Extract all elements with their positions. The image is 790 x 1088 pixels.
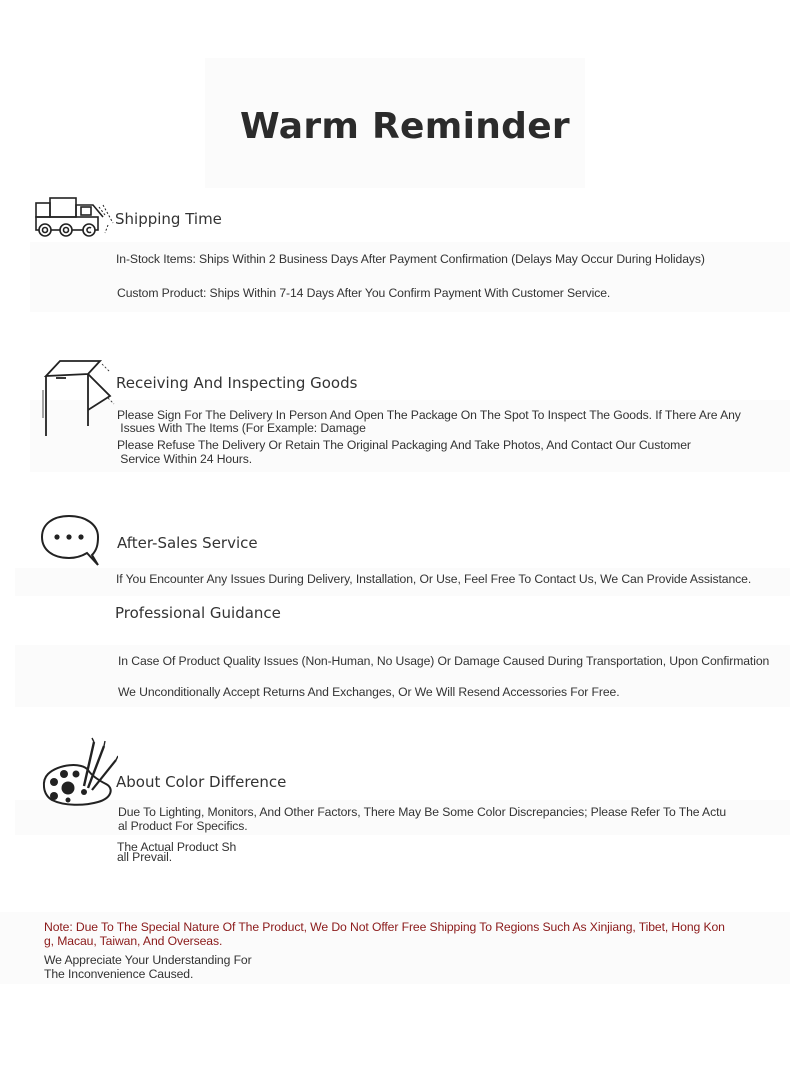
color-line: al Product For Specifics. — [118, 819, 248, 833]
package-box-icon — [40, 358, 115, 440]
paint-palette-icon — [40, 736, 118, 808]
section-heading-receiving: Receiving And Inspecting Goods — [116, 374, 358, 392]
after-sales-line: If You Encounter Any Issues During Delivery, Installation, Or Use, Feel Free To Contact Us, We Can Provide Assistance. — [116, 572, 752, 586]
shipping-exclusion-note: Note: Due To The Special Nature Of The Product, We Do Not Offer Free Shipping To Regions Such As Xinjiang, Tibet, Hong Kon — [44, 920, 725, 934]
closing-message: We Appreciate Your Understanding For — [44, 953, 252, 967]
color-line: Due To Lighting, Monitors, And Other Factors, There May Be Some Color Discrepancies; Please Refer To The Actu — [118, 805, 727, 819]
section-heading-professional-guidance: Professional Guidance — [115, 604, 281, 622]
guidance-line: In Case Of Product Quality Issues (Non-Human, No Usage) Or Damage Caused During Transportation, Upon Confirmation — [118, 654, 770, 668]
receiving-line: Service Within 24 Hours. — [117, 452, 252, 466]
receiving-line: Please Sign For The Delivery In Person And Open The Package On The Spot To Inspect The Goods. If There Are Any — [117, 408, 741, 422]
color-line: all Prevail. — [117, 850, 173, 864]
closing-message: The Inconvenience Caused. — [44, 967, 194, 981]
shipping-exclusion-note: g, Macau, Taiwan, And Overseas. — [44, 934, 223, 948]
page-title: Warm Reminder — [240, 106, 570, 147]
section-heading-shipping: Shipping Time — [115, 210, 222, 228]
color-line: The Actual Product Sh — [117, 840, 237, 854]
guidance-line: We Unconditionally Accept Returns And Exchanges, Or We Will Resend Accessories For Free. — [118, 685, 620, 699]
truck-icon — [33, 195, 123, 241]
shipping-line: Custom Product: Ships Within 7-14 Days After You Confirm Payment With Customer Service. — [117, 286, 611, 300]
chat-bubble-icon — [40, 513, 102, 569]
section-heading-color-difference: About Color Difference — [116, 773, 287, 791]
section-heading-after-sales: After-Sales Service — [117, 534, 258, 552]
shipping-line: In-Stock Items: Ships Within 2 Business Days After Payment Confirmation (Delays May Occur During Holidays) — [116, 252, 705, 266]
receiving-line: Please Refuse The Delivery Or Retain The Original Packaging And Take Photos, And Contact Our Customer — [117, 438, 691, 452]
receiving-line: Issues With The Items (For Example: Damage — [117, 421, 366, 435]
